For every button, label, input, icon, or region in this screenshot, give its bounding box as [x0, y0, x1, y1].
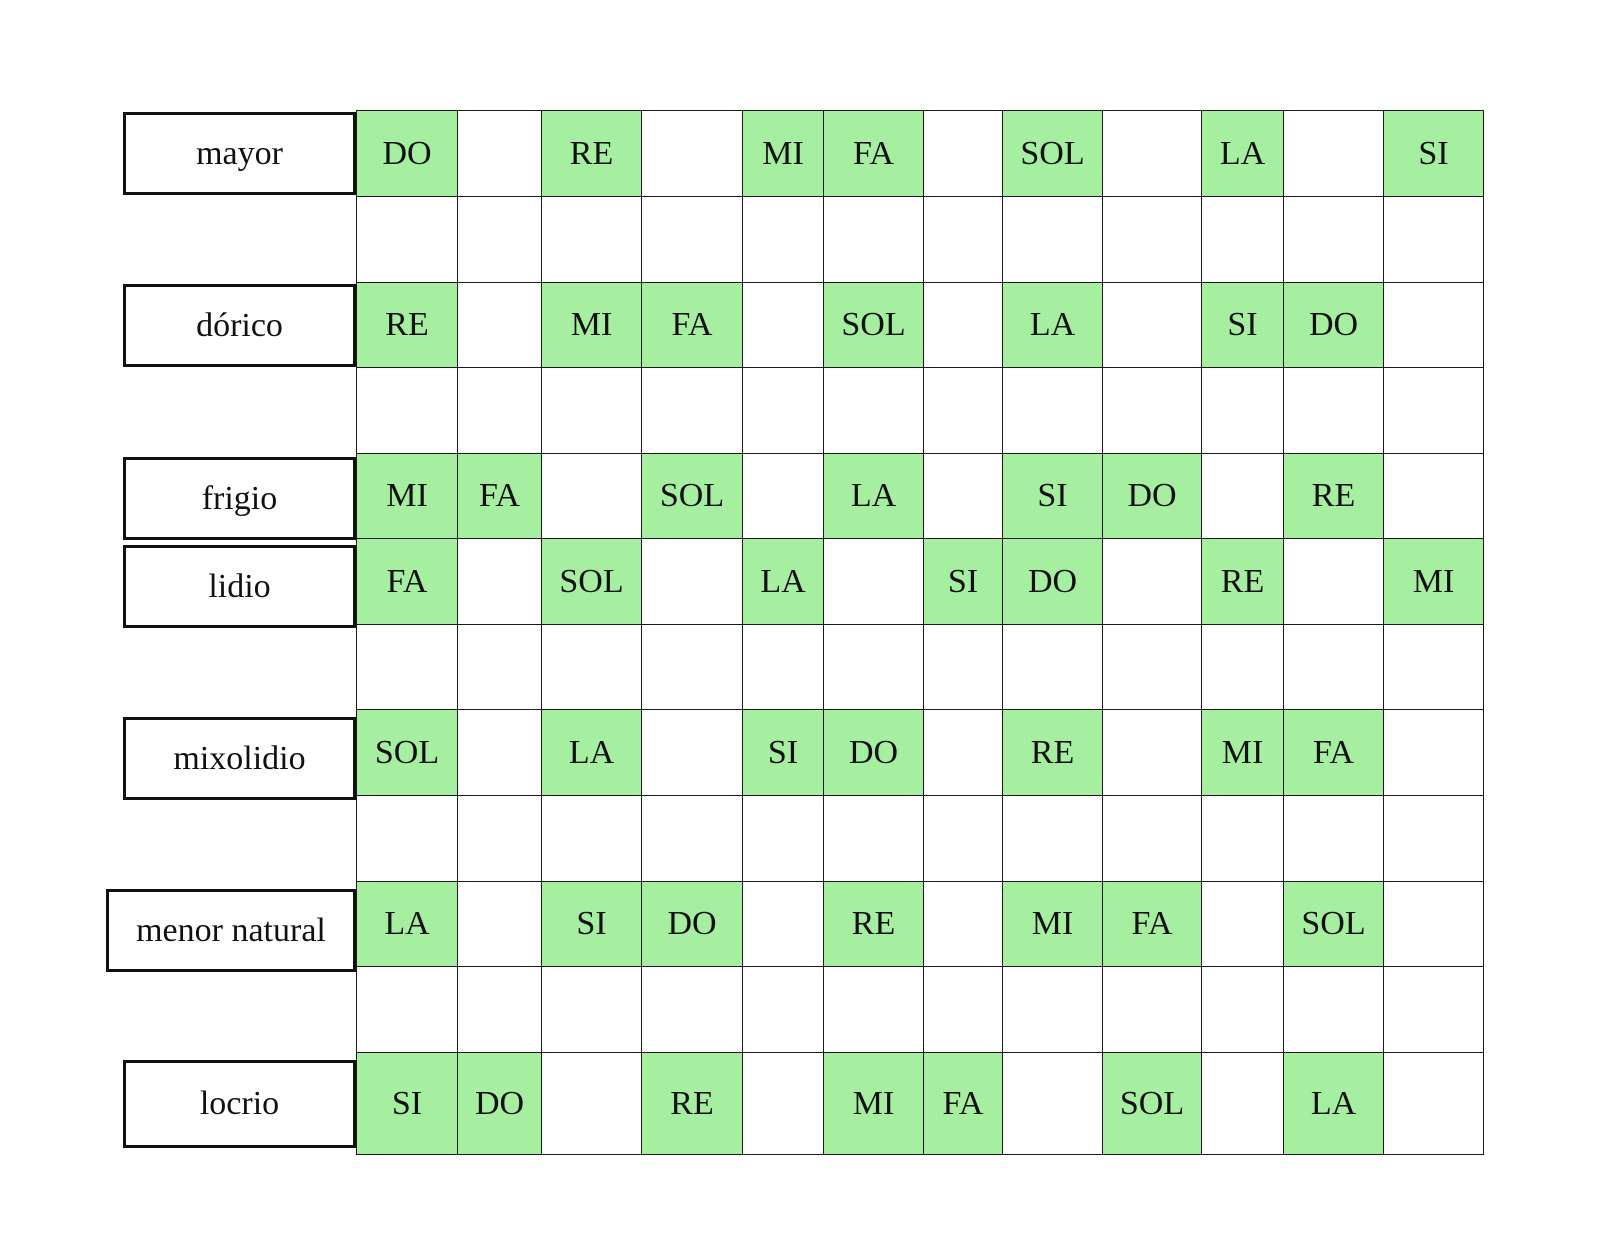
spacer-cell: [823, 795, 924, 882]
empty-cell: [1383, 709, 1484, 796]
note-cell: SI: [541, 881, 642, 967]
empty-cell: [742, 1052, 824, 1155]
spacer-cell: [641, 624, 743, 710]
note-cell: RE: [1002, 709, 1103, 796]
note-cell: LA: [541, 709, 642, 796]
spacer-cell: [541, 367, 642, 454]
spacer-cell: [742, 966, 824, 1053]
note-cell: MI: [541, 282, 642, 368]
spacer-cell: [356, 966, 458, 1053]
spacer-cell: [1102, 966, 1202, 1053]
spacer-cell: [457, 795, 542, 882]
empty-cell: [641, 709, 743, 796]
note-cell: RE: [1283, 453, 1384, 539]
spacer-cell: [742, 367, 824, 454]
spacer-cell: [1383, 196, 1484, 283]
spacer-cell: [1002, 367, 1103, 454]
empty-cell: [1201, 1052, 1284, 1155]
note-cell: SI: [742, 709, 824, 796]
spacer-cell: [923, 196, 1003, 283]
spacer-cell: [923, 624, 1003, 710]
empty-cell: [1383, 453, 1484, 539]
note-cell: FA: [923, 1052, 1003, 1155]
note-cell: DO: [356, 110, 458, 197]
note-cell: RE: [641, 1052, 743, 1155]
spacer-cell: [823, 196, 924, 283]
empty-cell: [1002, 1052, 1103, 1155]
note-cell: MI: [742, 110, 824, 197]
note-cell: DO: [457, 1052, 542, 1155]
spacer-cell: [1283, 795, 1384, 882]
note-cell: LA: [823, 453, 924, 539]
empty-cell: [923, 110, 1003, 197]
spacer-cell: [1201, 795, 1284, 882]
note-cell: FA: [823, 110, 924, 197]
spacer-cell: [823, 966, 924, 1053]
spacer-cell: [742, 624, 824, 710]
empty-cell: [823, 538, 924, 625]
note-cell: MI: [1201, 709, 1284, 796]
mode-label: locrio: [123, 1060, 356, 1148]
empty-cell: [742, 453, 824, 539]
note-cell: SI: [923, 538, 1003, 625]
note-cell: SOL: [541, 538, 642, 625]
spacer-cell: [356, 795, 458, 882]
spacer-cell: [541, 624, 642, 710]
empty-cell: [1102, 538, 1202, 625]
spacer-cell: [641, 795, 743, 882]
note-cell: FA: [457, 453, 542, 539]
empty-cell: [742, 881, 824, 967]
note-cell: FA: [641, 282, 743, 368]
note-cell: SOL: [823, 282, 924, 368]
spacer-cell: [1201, 624, 1284, 710]
empty-cell: [1102, 282, 1202, 368]
empty-cell: [457, 110, 542, 197]
spacer-cell: [1002, 196, 1103, 283]
empty-cell: [923, 709, 1003, 796]
spacer-cell: [1383, 624, 1484, 710]
spacer-cell: [1102, 624, 1202, 710]
spacer-cell: [1283, 966, 1384, 1053]
empty-cell: [1383, 881, 1484, 967]
empty-cell: [1283, 538, 1384, 625]
spacer-cell: [1002, 624, 1103, 710]
empty-cell: [457, 709, 542, 796]
mode-label: lidio: [123, 545, 356, 628]
spacer-cell: [641, 196, 743, 283]
note-cell: MI: [1383, 538, 1484, 625]
spacer-cell: [356, 367, 458, 454]
note-cell: DO: [641, 881, 743, 967]
empty-cell: [457, 538, 542, 625]
spacer-cell: [541, 196, 642, 283]
spacer-cell: [457, 624, 542, 710]
note-cell: DO: [823, 709, 924, 796]
note-cell: RE: [1201, 538, 1284, 625]
spacer-cell: [823, 624, 924, 710]
spacer-cell: [742, 795, 824, 882]
spacer-cell: [1201, 367, 1284, 454]
note-cell: LA: [1283, 1052, 1384, 1155]
empty-cell: [923, 881, 1003, 967]
spacer-cell: [1283, 367, 1384, 454]
note-cell: DO: [1283, 282, 1384, 368]
mode-label: mixolidio: [123, 717, 356, 800]
empty-cell: [923, 453, 1003, 539]
note-cell: SI: [1201, 282, 1284, 368]
spacer-cell: [641, 367, 743, 454]
empty-cell: [1201, 881, 1284, 967]
note-cell: MI: [356, 453, 458, 539]
spacer-cell: [742, 196, 824, 283]
spacer-cell: [923, 966, 1003, 1053]
spacer-cell: [541, 795, 642, 882]
spacer-cell: [356, 196, 458, 283]
spacer-cell: [457, 196, 542, 283]
note-cell: SOL: [1283, 881, 1384, 967]
empty-cell: [923, 282, 1003, 368]
spacer-cell: [823, 367, 924, 454]
spacer-cell: [1102, 196, 1202, 283]
empty-cell: [742, 282, 824, 368]
spacer-cell: [457, 966, 542, 1053]
note-cell: SI: [1002, 453, 1103, 539]
modes-grid: [356, 110, 1483, 1154]
spacer-cell: [1201, 196, 1284, 283]
note-cell: DO: [1102, 453, 1202, 539]
note-cell: SOL: [1102, 1052, 1202, 1155]
note-cell: RE: [823, 881, 924, 967]
spacer-cell: [1201, 966, 1284, 1053]
empty-cell: [541, 1052, 642, 1155]
spacer-cell: [1383, 966, 1484, 1053]
note-cell: SOL: [641, 453, 743, 539]
spacer-cell: [1002, 966, 1103, 1053]
empty-cell: [1201, 453, 1284, 539]
note-cell: RE: [541, 110, 642, 197]
spacer-cell: [923, 795, 1003, 882]
note-cell: LA: [742, 538, 824, 625]
note-cell: FA: [1102, 881, 1202, 967]
empty-cell: [1102, 709, 1202, 796]
empty-cell: [1383, 1052, 1484, 1155]
note-cell: SI: [356, 1052, 458, 1155]
spacer-cell: [1102, 367, 1202, 454]
spacer-cell: [923, 367, 1003, 454]
mode-label: frigio: [123, 457, 356, 540]
note-cell: SOL: [356, 709, 458, 796]
spacer-cell: [541, 966, 642, 1053]
note-cell: LA: [356, 881, 458, 967]
note-cell: LA: [1002, 282, 1103, 368]
note-cell: SI: [1383, 110, 1484, 197]
spacer-cell: [1002, 795, 1103, 882]
spacer-cell: [1102, 795, 1202, 882]
spacer-cell: [1283, 624, 1384, 710]
spacer-cell: [1383, 367, 1484, 454]
empty-cell: [641, 538, 743, 625]
mode-label: menor natural: [106, 889, 356, 972]
spacer-cell: [457, 367, 542, 454]
mode-label: dórico: [123, 284, 356, 367]
note-cell: DO: [1002, 538, 1103, 625]
spacer-cell: [1283, 196, 1384, 283]
empty-cell: [541, 453, 642, 539]
mode-label: mayor: [123, 112, 356, 195]
empty-cell: [457, 282, 542, 368]
spacer-cell: [1383, 795, 1484, 882]
note-cell: LA: [1201, 110, 1284, 197]
empty-cell: [1283, 110, 1384, 197]
note-cell: FA: [1283, 709, 1384, 796]
empty-cell: [641, 110, 743, 197]
note-cell: MI: [823, 1052, 924, 1155]
spacer-cell: [641, 966, 743, 1053]
empty-cell: [1383, 282, 1484, 368]
empty-cell: [1102, 110, 1202, 197]
note-cell: RE: [356, 282, 458, 368]
spacer-cell: [356, 624, 458, 710]
empty-cell: [457, 881, 542, 967]
note-cell: SOL: [1002, 110, 1103, 197]
note-cell: MI: [1002, 881, 1103, 967]
note-cell: FA: [356, 538, 458, 625]
